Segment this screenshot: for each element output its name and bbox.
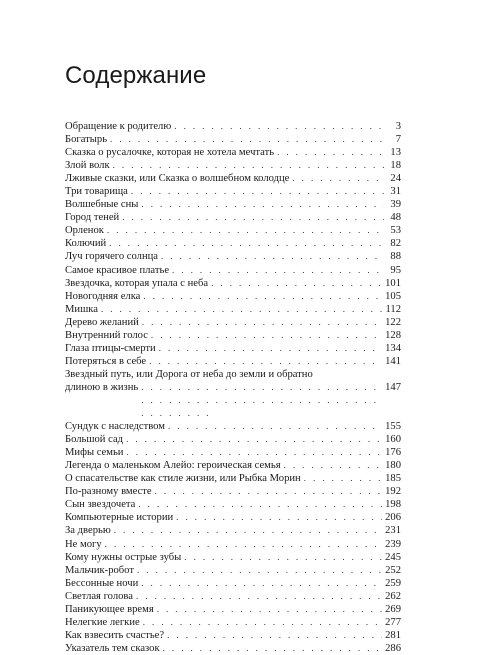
- dot-leader: [138, 498, 382, 511]
- dot-leader: [141, 577, 382, 590]
- toc-entry: [65, 603, 401, 616]
- toc-entry: [65, 538, 401, 551]
- toc-entry: [65, 277, 401, 290]
- toc-entry-title: Сын звездочета: [65, 499, 136, 511]
- toc-entry-title: Дерево желаний: [65, 316, 139, 328]
- dot-leader: [211, 277, 382, 290]
- toc-entry: [65, 511, 401, 524]
- dot-leader: [110, 133, 384, 146]
- toc-entry: [65, 551, 401, 564]
- toc-entry-page: 239: [385, 538, 401, 550]
- toc-entry-title: Мифы семьи: [65, 447, 124, 459]
- toc-entry: [65, 224, 401, 237]
- dot-leader: [159, 342, 382, 355]
- toc-entry-title: Новогодняя елка: [65, 290, 141, 302]
- dot-leader: [277, 146, 384, 159]
- toc-entry-title: О спасательстве как стиле жизни, или Рыбка Морин: [65, 473, 301, 485]
- toc-entry: [65, 472, 401, 485]
- toc-entry-page: 192: [385, 486, 401, 498]
- toc-entry: [65, 342, 401, 355]
- toc-entry-title: Как взвесить счастье?: [65, 629, 165, 641]
- toc-entry-page: 231: [385, 525, 401, 537]
- dot-leader: [174, 120, 384, 133]
- dot-leader: [142, 316, 382, 329]
- toc-entry-page: 95: [390, 264, 401, 276]
- toc-entry: [65, 133, 401, 146]
- toc-entry-page: 180: [385, 460, 401, 472]
- toc-entry: [65, 433, 401, 446]
- dot-leader: [101, 303, 383, 316]
- dot-leader: [136, 590, 382, 603]
- dot-leader: [167, 629, 382, 642]
- toc-entry-page: 281: [385, 629, 401, 641]
- dot-leader: [184, 551, 382, 564]
- toc-entry-title: Легенда о маленьком Алейо: героическая семья: [65, 460, 281, 472]
- dot-leader: [143, 290, 382, 303]
- dot-leader: [141, 198, 384, 211]
- toc-entry-page: 82: [390, 238, 401, 250]
- dot-leader: [126, 446, 382, 459]
- toc-entry-page: 141: [385, 355, 401, 367]
- toc-entry-page: 176: [385, 447, 401, 459]
- toc-entry-title: Большой сад: [65, 434, 124, 446]
- toc-entry-page: 269: [385, 603, 401, 615]
- dot-leader: [131, 185, 384, 198]
- toc-entry-title: Звездочка, которая упала с неба: [65, 277, 209, 289]
- dot-leader: [122, 211, 384, 224]
- toc-entry-page: 185: [385, 473, 401, 485]
- toc-entry: [65, 120, 401, 133]
- toc-entry-title: Внутренний голос: [65, 329, 148, 341]
- toc-entry-page: 31: [390, 186, 401, 198]
- dot-leader: [149, 355, 382, 368]
- toc-entry-title: Не могу: [65, 538, 102, 550]
- toc-entry: [65, 185, 401, 198]
- toc-entry: [65, 250, 401, 263]
- toc-entry-page: 39: [390, 199, 401, 211]
- toc-entry: [65, 420, 401, 433]
- toc-entry-title: Орленок: [65, 225, 104, 237]
- toc-entry: [65, 642, 401, 655]
- toc-entry-page: 122: [385, 316, 401, 328]
- dot-leader: [292, 172, 384, 185]
- toc-entry-page: 112: [385, 303, 401, 315]
- toc-entry-title: Колючий: [65, 238, 107, 250]
- dot-leader: [143, 616, 382, 629]
- toc-entry-page: 101: [385, 277, 401, 289]
- toc-entry-title: Светлая голова: [65, 590, 133, 602]
- toc-entry-title: По-разному вместе: [65, 486, 152, 498]
- toc-entry-title-line1: Звездный путь, или Дорога от неба до земли и обратно: [65, 368, 313, 380]
- toc-entry: [65, 303, 401, 316]
- toc-entry-page: 147: [385, 381, 401, 393]
- toc-entry: [65, 368, 401, 420]
- toc-entry-title: Паникующее время: [65, 603, 154, 615]
- toc-entry-page: 286: [385, 642, 401, 654]
- toc-entry-page: 252: [385, 564, 401, 576]
- toc-entry-page: 155: [385, 421, 401, 433]
- dot-leader: [155, 485, 383, 498]
- toc-entry-page: 277: [385, 616, 401, 628]
- dot-leader: [151, 329, 382, 342]
- toc-entry: [65, 198, 401, 211]
- toc-entry-title: Потеряться в себе: [65, 355, 147, 367]
- toc-entry: [65, 211, 401, 224]
- dot-leader: [105, 538, 382, 551]
- toc-entry-page: 53: [390, 225, 401, 237]
- dot-leader: [113, 159, 384, 172]
- dot-leader: [107, 224, 384, 237]
- toc-entry-page: 88: [390, 251, 401, 263]
- dot-leader: [126, 433, 382, 446]
- dot-leader: [161, 250, 384, 263]
- toc-entry-page: 3: [395, 121, 401, 132]
- toc-entry-title: Богатырь: [65, 134, 108, 146]
- toc-entry-page: 262: [385, 590, 401, 602]
- dot-leader: [137, 564, 382, 577]
- toc-entry: [65, 564, 401, 577]
- toc-entry-title: Бессонные ночи: [65, 577, 139, 589]
- toc-entry-page: 198: [385, 499, 401, 511]
- toc-entry-page: 18: [390, 160, 401, 172]
- toc-entry-title: Мальчик-робот: [65, 564, 134, 576]
- toc-entry-title: Глаза птицы-смерти: [65, 342, 156, 354]
- toc-entry: [65, 459, 401, 472]
- toc-entry-title: Самое красивое платье: [65, 264, 170, 276]
- toc-entry: [65, 264, 401, 277]
- toc-entry-title: Сказка о русалочке, которая не хотела мечтать: [65, 147, 275, 159]
- dot-leader: [304, 472, 382, 485]
- toc-entry-page: 160: [385, 434, 401, 446]
- toc-entry-page: 105: [385, 290, 401, 302]
- toc-entry-page: 206: [385, 512, 401, 524]
- toc-entry: [65, 316, 401, 329]
- table-of-contents: [65, 120, 401, 655]
- toc-entry-title: Обращение к родителю: [65, 121, 172, 132]
- toc-entry: [65, 524, 401, 537]
- toc-entry: [65, 146, 401, 159]
- toc-entry-title-line2: длиною в жизнь: [65, 381, 139, 393]
- toc-entry: [65, 329, 401, 342]
- toc-entry-page: 7: [395, 134, 401, 146]
- toc-entry-page: 245: [385, 551, 401, 563]
- toc-entry: [65, 590, 401, 603]
- toc-entry-title: Волшебные сны: [65, 199, 139, 211]
- toc-entry: [65, 577, 401, 590]
- toc-entry-title: Три товарища: [65, 186, 128, 198]
- dot-leader: [141, 381, 382, 420]
- toc-entry: [65, 355, 401, 368]
- dot-leader: [114, 524, 382, 537]
- toc-entry-title-line2-wrap: [65, 381, 401, 420]
- toc-entry-page: 13: [390, 147, 401, 159]
- toc-entry-title: Кому нужны острые зубы: [65, 551, 182, 563]
- toc-entry-title: Город теней: [65, 212, 120, 224]
- toc-entry: [65, 485, 401, 498]
- toc-entry-page: 48: [390, 212, 401, 224]
- toc-entry-page: 259: [385, 577, 401, 589]
- dot-leader: [284, 459, 383, 472]
- toc-entry-title: Компьютерные истории: [65, 512, 174, 524]
- dot-leader: [163, 642, 383, 655]
- toc-entry: [65, 290, 401, 303]
- toc-entry-title: Луч горячего солнца: [65, 251, 158, 263]
- toc-entry: [65, 172, 401, 185]
- dot-leader: [172, 264, 384, 277]
- toc-entry-page: 134: [385, 342, 401, 354]
- dot-leader: [109, 237, 384, 250]
- toc-entry: [65, 498, 401, 511]
- toc-entry-title: Лживые сказки, или Сказка о волшебном колодце: [65, 173, 290, 185]
- dot-leader: [176, 511, 382, 524]
- toc-entry-title: Сундук с наследством: [65, 421, 165, 433]
- toc-entry-title: Указатель тем сказок: [65, 642, 160, 654]
- toc-entry-title: Мишка: [65, 303, 98, 315]
- toc-entry: [65, 616, 401, 629]
- toc-entry: [65, 446, 401, 459]
- toc-entry-title: За дверью: [65, 525, 111, 537]
- toc-entry-page: 24: [390, 173, 401, 185]
- toc-entry: [65, 237, 401, 250]
- dot-leader: [157, 603, 382, 616]
- toc-entry-title: Злой волк: [65, 160, 110, 172]
- toc-entry-page: 128: [385, 329, 401, 341]
- page-title: Содержание: [65, 62, 207, 89]
- toc-entry-title: Нелегкие легкие: [65, 616, 140, 628]
- dot-leader: [168, 420, 382, 433]
- toc-entry: [65, 159, 401, 172]
- toc-entry: [65, 629, 401, 642]
